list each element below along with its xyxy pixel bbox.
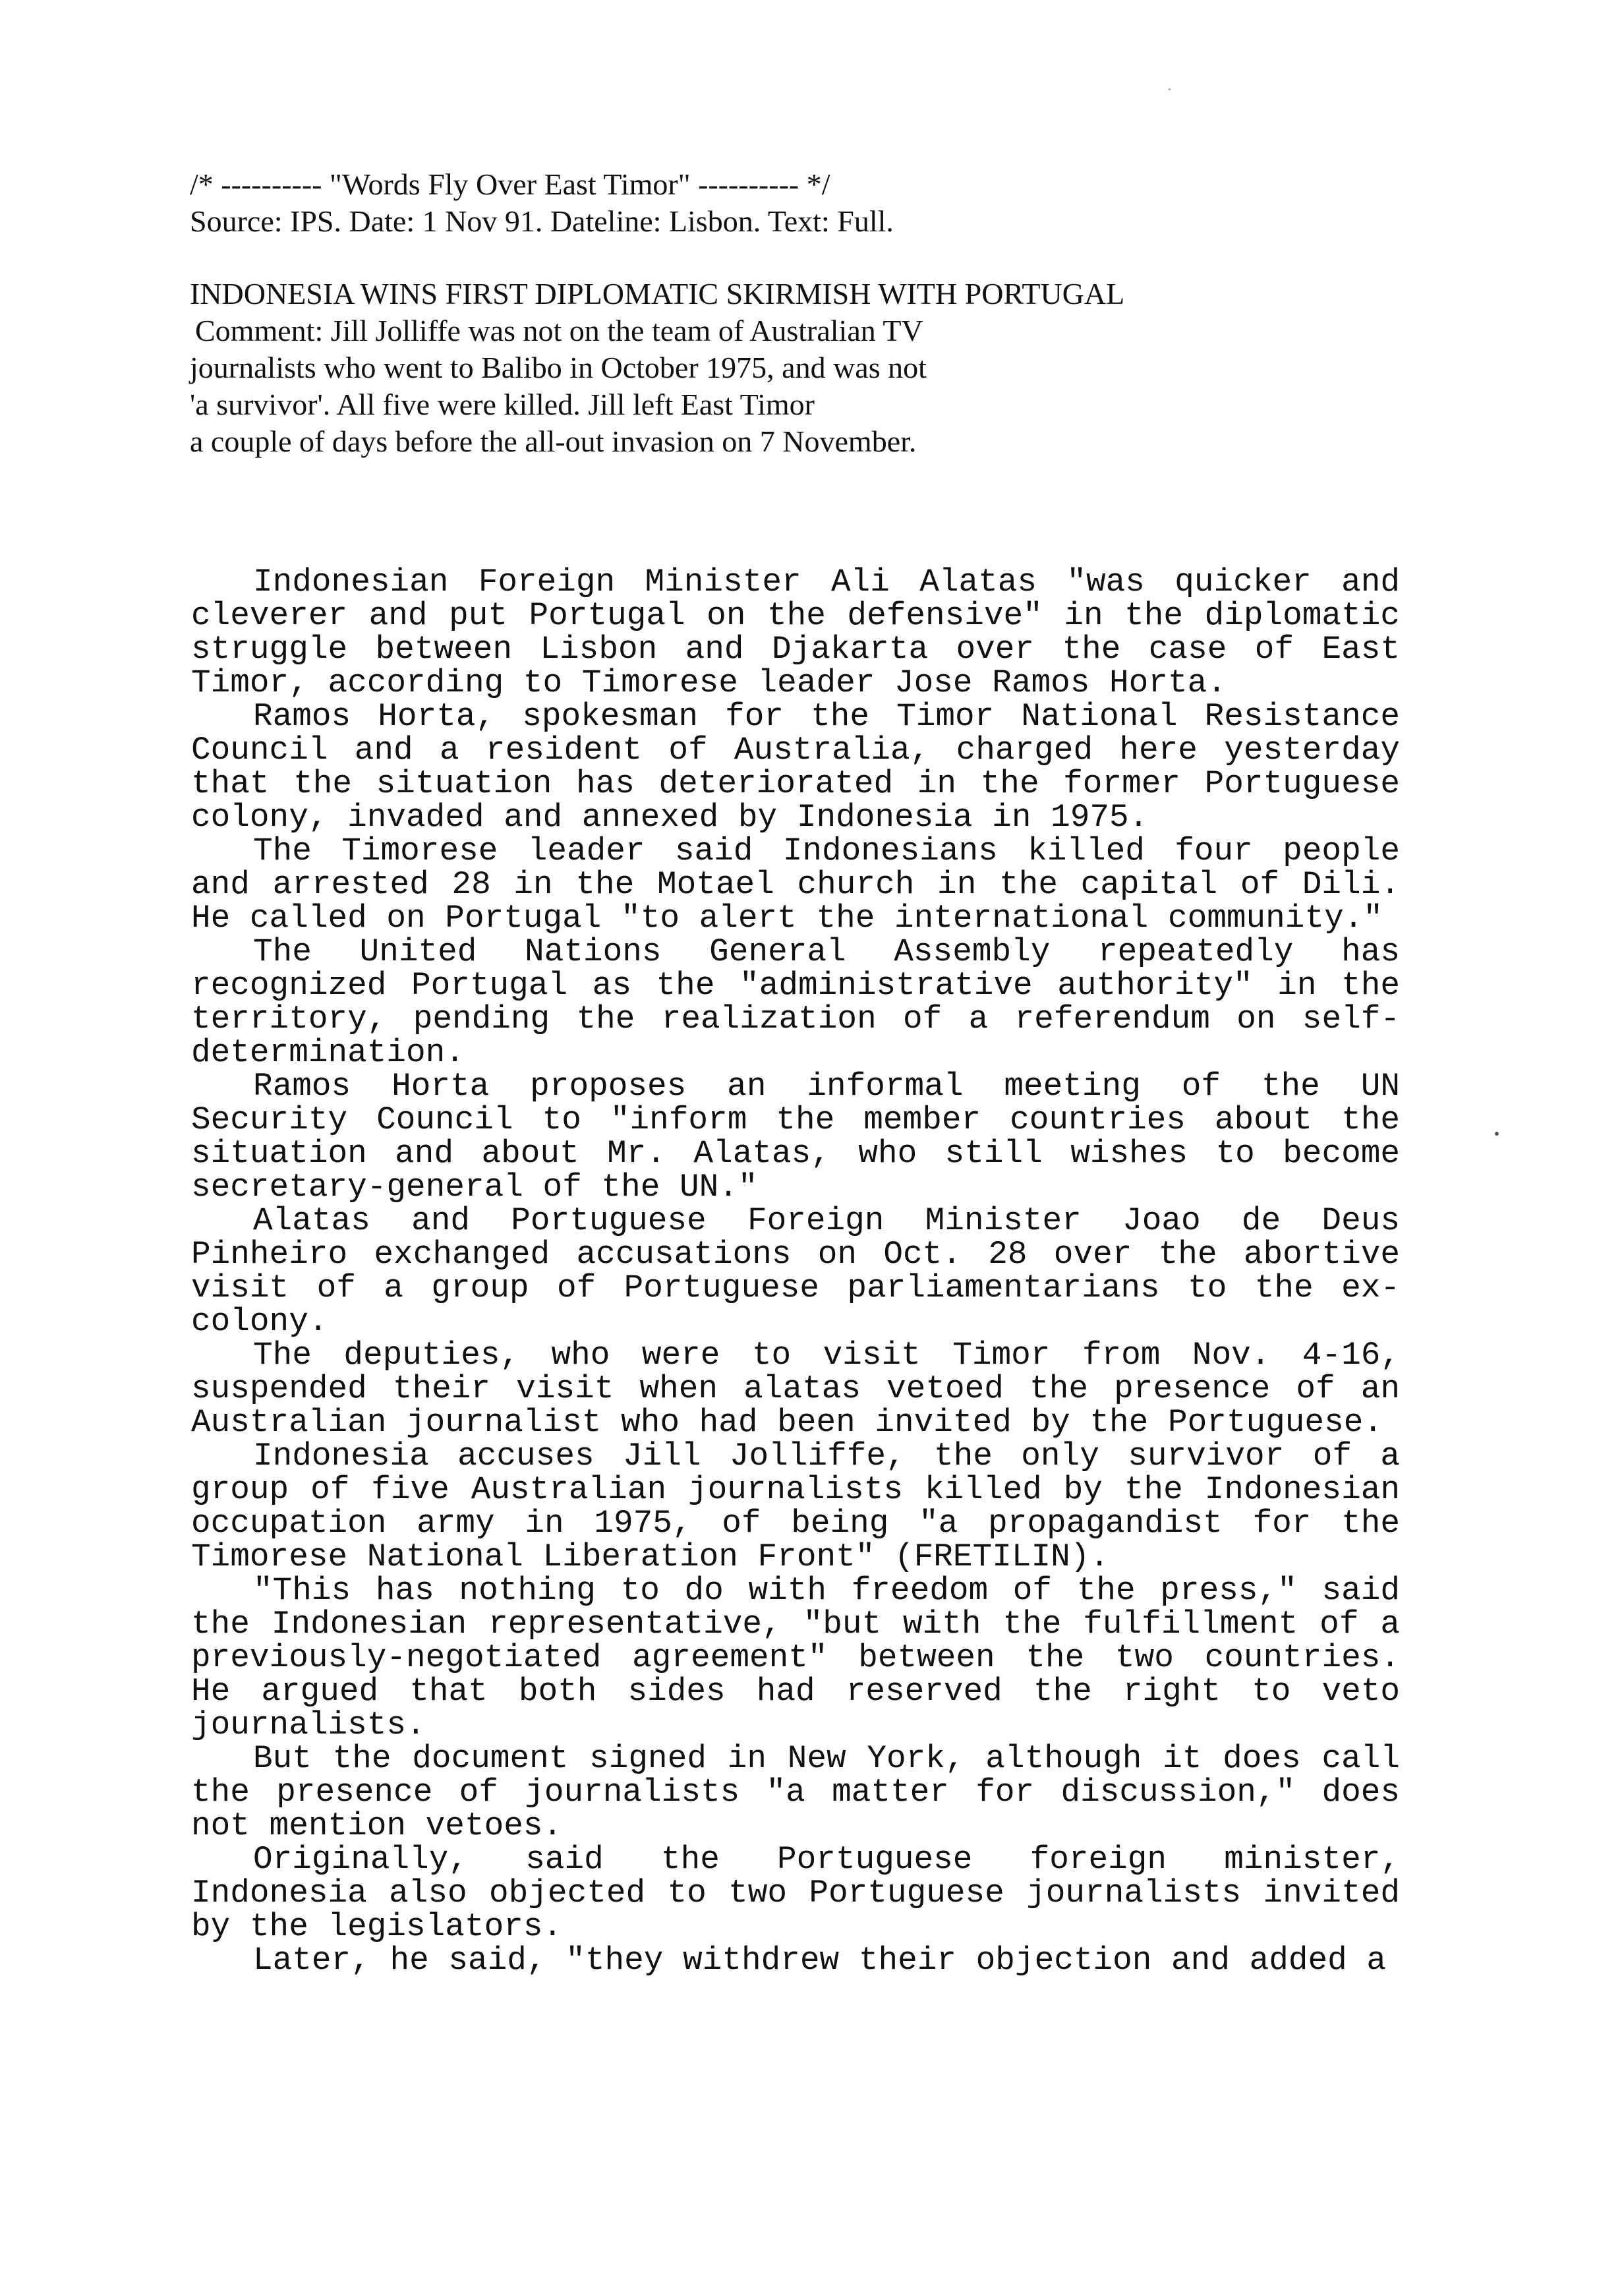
article-body (191, 566, 1400, 1977)
separator-title-line: /* ---------- "Words Fly Over East Timor" ---------- */ (190, 167, 830, 201)
body-paragraph: The United Nations General Assembly repeatedly has recognized Portugal as the "administrative authority" in the territory, pending the realization of a referendum on self-determination. (191, 933, 1400, 1071)
body-paragraph: The deputies, who were to visit Timor from Nov. 4-16, suspended their visit when alatas vetoed the presence of an Australian journalist who had been invited by the Portuguese. (191, 1337, 1400, 1441)
source-line: Source: IPS. Date: 1 Nov 91. Dateline: Lisbon. Text: Full. (190, 204, 894, 238)
body-paragraph: But the document signed in New York, although it does call the presence of journalists "a matter for discussion," does not mention vetoes. (191, 1740, 1400, 1844)
body-paragraph: "This has nothing to do with freedom of the press," said the Indonesian representative, "but with the fulfillment of a previously-negotiated agreement" between the two countries. He argued that both sides had reserved the right to veto journalists. (191, 1572, 1400, 1743)
body-paragraph: Indonesian Foreign Minister Ali Alatas "was quicker and cleverer and put Portugal on the defensive" in the diplomatic struggle between Lisbon and Djakarta over the case of East Timor, according to Timorese leader Jose Ramos Horta. (191, 564, 1400, 701)
body-paragraph: Ramos Horta proposes an informal meeting of the UN Security Council to "inform the member countries about the situation and about Mr. Alatas, who still wishes to become secretary-general of the UN." (191, 1068, 1400, 1206)
headline: INDONESIA WINS FIRST DIPLOMATIC SKIRMISH WITH PORTUGAL (190, 277, 1125, 310)
body-paragraph: The Timorese leader said Indonesians killed four people and arrested 28 in the Motael church in the capital of Dili. He called on Portugal "to alert the international community." (191, 832, 1400, 937)
comment-line: 'a survivor'. All five were killed. Jill left East Timor (190, 388, 815, 421)
body-paragraph: Indonesia accuses Jill Jolliffe, the only survivor of a group of five Australian journalists killed by the Indonesian occupation army in 1975, of being "a propagandist for the Timorese National Liberation Front" (FRETILIN). (191, 1438, 1400, 1575)
scan-speck (1495, 1132, 1499, 1136)
comment-line: a couple of days before the all-out invasion on 7 November. (190, 424, 917, 458)
body-paragraph: Originally, said the Portuguese foreign minister, Indonesia also objected to two Portuguese journalists invited by the legislators. (191, 1841, 1400, 1945)
comment-line: journalists who went to Balibo in October 1975, and was not (190, 351, 927, 384)
body-paragraph: Later, he said, "they withdrew their objection and added a (253, 1942, 1387, 1979)
body-paragraph: Alatas and Portuguese Foreign Minister Joao de Deus Pinheiro exchanged accusations on Oct. 28 over the abortive visit of a group of Portuguese parliamentarians to the ex-colony. (191, 1202, 1400, 1340)
article-header (190, 166, 1376, 460)
body-paragraph: Ramos Horta, spokesman for the Timor National Resistance Council and a resident of Australia, charged here yesterday that the situation has deteriorated in the former Portuguese colony, invaded and annexed by Indonesia in 1975. (191, 698, 1400, 836)
scan-speck (1169, 88, 1171, 90)
comment-line: Comment: Jill Jolliffe was not on the team of Australian TV (195, 314, 923, 347)
